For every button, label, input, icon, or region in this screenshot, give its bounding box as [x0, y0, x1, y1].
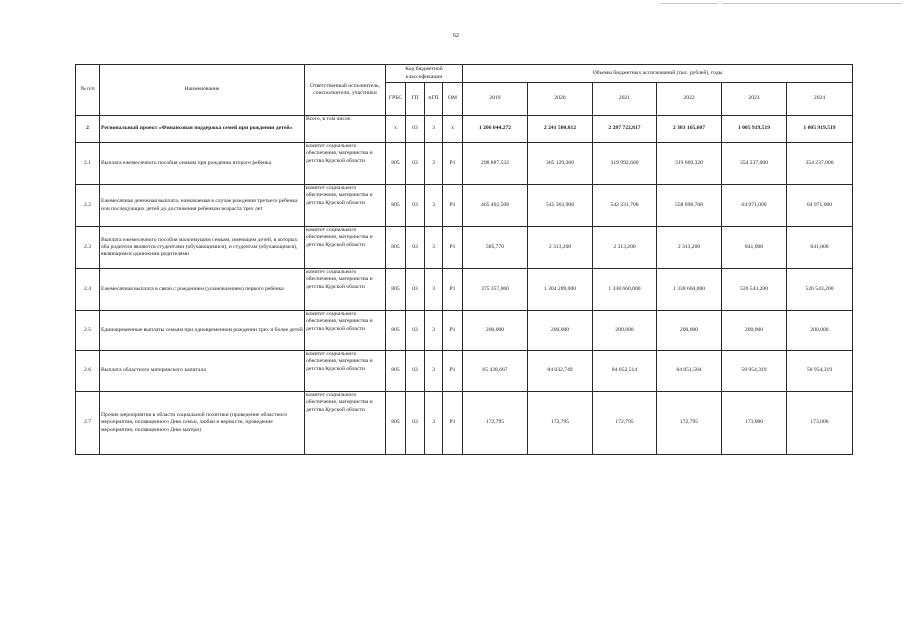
header-om: ОМ: [443, 83, 463, 116]
row-name: Выплата областного материнского капитала: [100, 351, 305, 392]
row-value-2020: 200,000: [528, 311, 593, 351]
row-value-2021: 1 338 660,000: [593, 269, 657, 311]
table-row: [76, 116, 853, 143]
row-num: 2.6: [76, 351, 100, 392]
row-value-2024: 200,000: [787, 311, 853, 351]
row-gp: 03: [406, 392, 425, 455]
header-num: № п/п: [76, 65, 100, 116]
header-year-2022: 2022: [657, 83, 722, 116]
row-value-2022: 172,795: [657, 392, 722, 455]
row-value-2023: 841,000: [722, 227, 787, 269]
row-value-2020: 2 241 500,812: [528, 116, 593, 143]
row-value-2019: 200,000: [463, 311, 528, 351]
row-om: Р1: [443, 143, 463, 185]
row-value-2023: 354 237,000: [722, 143, 787, 185]
page-number: 62: [453, 33, 459, 39]
header-code-group: Код бюджетной классификации: [386, 65, 463, 83]
row-value-2021: 200,000: [593, 311, 657, 351]
row-value-2020: 545 363,908: [528, 185, 593, 227]
row-responsible: комитет социального обеспечения, материнства и детства Курской области: [305, 269, 386, 311]
row-value-2024: 354 237,000: [787, 143, 853, 185]
row-responsible: комитет социального обеспечения, материнства и детства Курской области: [305, 185, 386, 227]
row-value-2024: 64 971,000: [787, 185, 853, 227]
row-value-2022: 2 303 165,607: [657, 116, 722, 143]
row-value-2022: 558 098,708: [657, 185, 722, 227]
row-num: 2: [76, 116, 100, 143]
row-pgp: 3: [425, 269, 443, 311]
row-value-2020: 1 304 289,000: [528, 269, 593, 311]
table-header: [76, 65, 853, 116]
row-gp: 03: [406, 116, 425, 143]
row-value-2022: 84 051,584: [657, 351, 722, 392]
table-row: [76, 143, 853, 185]
table-row: [76, 351, 853, 392]
row-pgp: 3: [425, 392, 443, 455]
row-grbs: 805: [386, 351, 406, 392]
table-row: [76, 227, 853, 269]
header-year-2019: 2019: [463, 83, 528, 116]
table-row: [76, 185, 853, 227]
header-responsible: Ответственный исполнитель, соисполнители, участники: [305, 65, 386, 116]
row-value-2020: 2 313,200: [528, 227, 593, 269]
row-value-2024: 173,000: [787, 392, 853, 455]
row-grbs: 805: [386, 311, 406, 351]
table-row: [76, 269, 853, 311]
row-value-2021: 2 313,200: [593, 227, 657, 269]
row-gp: 03: [406, 311, 425, 351]
row-om: Р1: [443, 311, 463, 351]
row-value-2021: 542 331,708: [593, 185, 657, 227]
row-name: Единовременные выплаты семьям при одновременном рождении трех и более детей: [100, 311, 305, 351]
row-gp: 03: [406, 143, 425, 185]
row-value-2024: 58 954,319: [787, 351, 853, 392]
row-name: Выплата ежемесячного пособия семьям при рождении второго ребенка: [100, 143, 305, 185]
row-value-2021: 172,795: [593, 392, 657, 455]
row-om: Р1: [443, 351, 463, 392]
row-value-2023: 200,000: [722, 311, 787, 351]
row-value-2023: 173,000: [722, 392, 787, 455]
row-value-2021: 319 992,600: [593, 143, 657, 185]
row-name: Ежемесячная денежная выплата, назначаемая в случае рождения третьего ребенка или последующих детей до достижения ребенком возраста трех лет: [100, 185, 305, 227]
row-value-2019: 465 402,508: [463, 185, 528, 227]
row-grbs: 805: [386, 269, 406, 311]
row-value-2021: 84 052,514: [593, 351, 657, 392]
row-gp: 03: [406, 227, 425, 269]
row-name: Ежемесячная выплата в связи с рождением (усыновлением) первого ребенка: [100, 269, 305, 311]
row-num: 2.2: [76, 185, 100, 227]
row-value-2020: 172,795: [528, 392, 593, 455]
row-num: 2.7: [76, 392, 100, 455]
row-name: Региональный проект «Финансовая поддержка семей при рождении детей»: [100, 116, 305, 143]
header-year-2021: 2021: [593, 83, 657, 116]
row-om: Р1: [443, 269, 463, 311]
row-num: 2.5: [76, 311, 100, 351]
header-year-2020: 2020: [528, 83, 593, 116]
row-value-2019: 298 887,532: [463, 143, 528, 185]
row-value-2023: 1 005 919,519: [722, 116, 787, 143]
row-value-2019: 65 438,667: [463, 351, 528, 392]
row-pgp: 3: [425, 185, 443, 227]
row-num: 2.1: [76, 143, 100, 185]
row-pgp: 3: [425, 116, 443, 143]
row-name: Выплата ежемесячного пособия малоимущим семьям, имеющим детей, в которых оба родителя являются студентами (обучающимися), и студентам (обучающимся), являющимся одинокими родителями: [100, 227, 305, 269]
header-grbs: ГРБС: [386, 83, 406, 116]
row-om: х: [443, 116, 463, 143]
row-num: 2.4: [76, 269, 100, 311]
header-year-2023: 2023: [722, 83, 787, 116]
row-pgp: 3: [425, 351, 443, 392]
row-value-2024: 526 543,200: [787, 269, 853, 311]
row-responsible: комитет социального обеспечения, материнства и детства Курской области: [305, 311, 386, 351]
header-name: Наименование: [100, 65, 305, 116]
row-num: 2.3: [76, 227, 100, 269]
row-value-2023: 58 954,319: [722, 351, 787, 392]
row-om: Р1: [443, 185, 463, 227]
row-grbs: 805: [386, 185, 406, 227]
row-value-2023: 526 543,200: [722, 269, 787, 311]
row-value-2019: 172,795: [463, 392, 528, 455]
row-value-2022: 2 313,200: [657, 227, 722, 269]
row-name: Прочие мероприятия в области социальной политики (проведение областного мероприятия, посвященного Дню семьи, любви и верности, проведение мероприятия, посвященного Дню матери): [100, 392, 305, 455]
row-grbs: 805: [386, 143, 406, 185]
row-value-2022: 1 338 660,000: [657, 269, 722, 311]
row-value-2022: 200,000: [657, 311, 722, 351]
row-gp: 03: [406, 185, 425, 227]
row-responsible: комитет социального обеспечения, материнства и детства Курской области: [305, 351, 386, 392]
row-value-2023: 64 971,000: [722, 185, 787, 227]
row-gp: 03: [406, 269, 425, 311]
row-value-2022: 319 669,320: [657, 143, 722, 185]
row-value-2020: 84 032,749: [528, 351, 593, 392]
row-value-2021: 2 287 722,817: [593, 116, 657, 143]
row-value-2019: 585,770: [463, 227, 528, 269]
row-om: Р1: [443, 392, 463, 455]
header-pgp: пГП: [425, 83, 443, 116]
row-grbs: х: [386, 116, 406, 143]
budget-table: [75, 64, 853, 455]
row-grbs: 805: [386, 227, 406, 269]
row-responsible: Всего, в том числе:: [305, 116, 386, 143]
top-rule-2: [722, 3, 902, 4]
row-value-2024: 841,000: [787, 227, 853, 269]
row-grbs: 805: [386, 392, 406, 455]
row-value-2020: 305 129,360: [528, 143, 593, 185]
row-responsible: комитет социального обеспечения, материнства и детства Курской области: [305, 392, 386, 455]
row-pgp: 3: [425, 227, 443, 269]
row-value-2024: 1 005 919,519: [787, 116, 853, 143]
header-year-2024: 2024: [787, 83, 853, 116]
header-gp: ГП: [406, 83, 425, 116]
table-row: [76, 392, 853, 455]
row-om: Р1: [443, 227, 463, 269]
table-body: [76, 116, 853, 455]
row-responsible: комитет социального обеспечения, материнства и детства Курской области: [305, 227, 386, 269]
table-row: [76, 311, 853, 351]
row-pgp: 3: [425, 143, 443, 185]
row-gp: 03: [406, 351, 425, 392]
row-pgp: 3: [425, 311, 443, 351]
header-volume-group: Объемы бюджетных ассигнований (тыс. рублей), годы: [463, 65, 853, 83]
top-rule-1: [660, 3, 718, 4]
row-value-2019: 375 357,000: [463, 269, 528, 311]
row-responsible: комитет социального обеспечения, материнства и детства Курской области: [305, 143, 386, 185]
row-value-2019: 1 206 044,272: [463, 116, 528, 143]
